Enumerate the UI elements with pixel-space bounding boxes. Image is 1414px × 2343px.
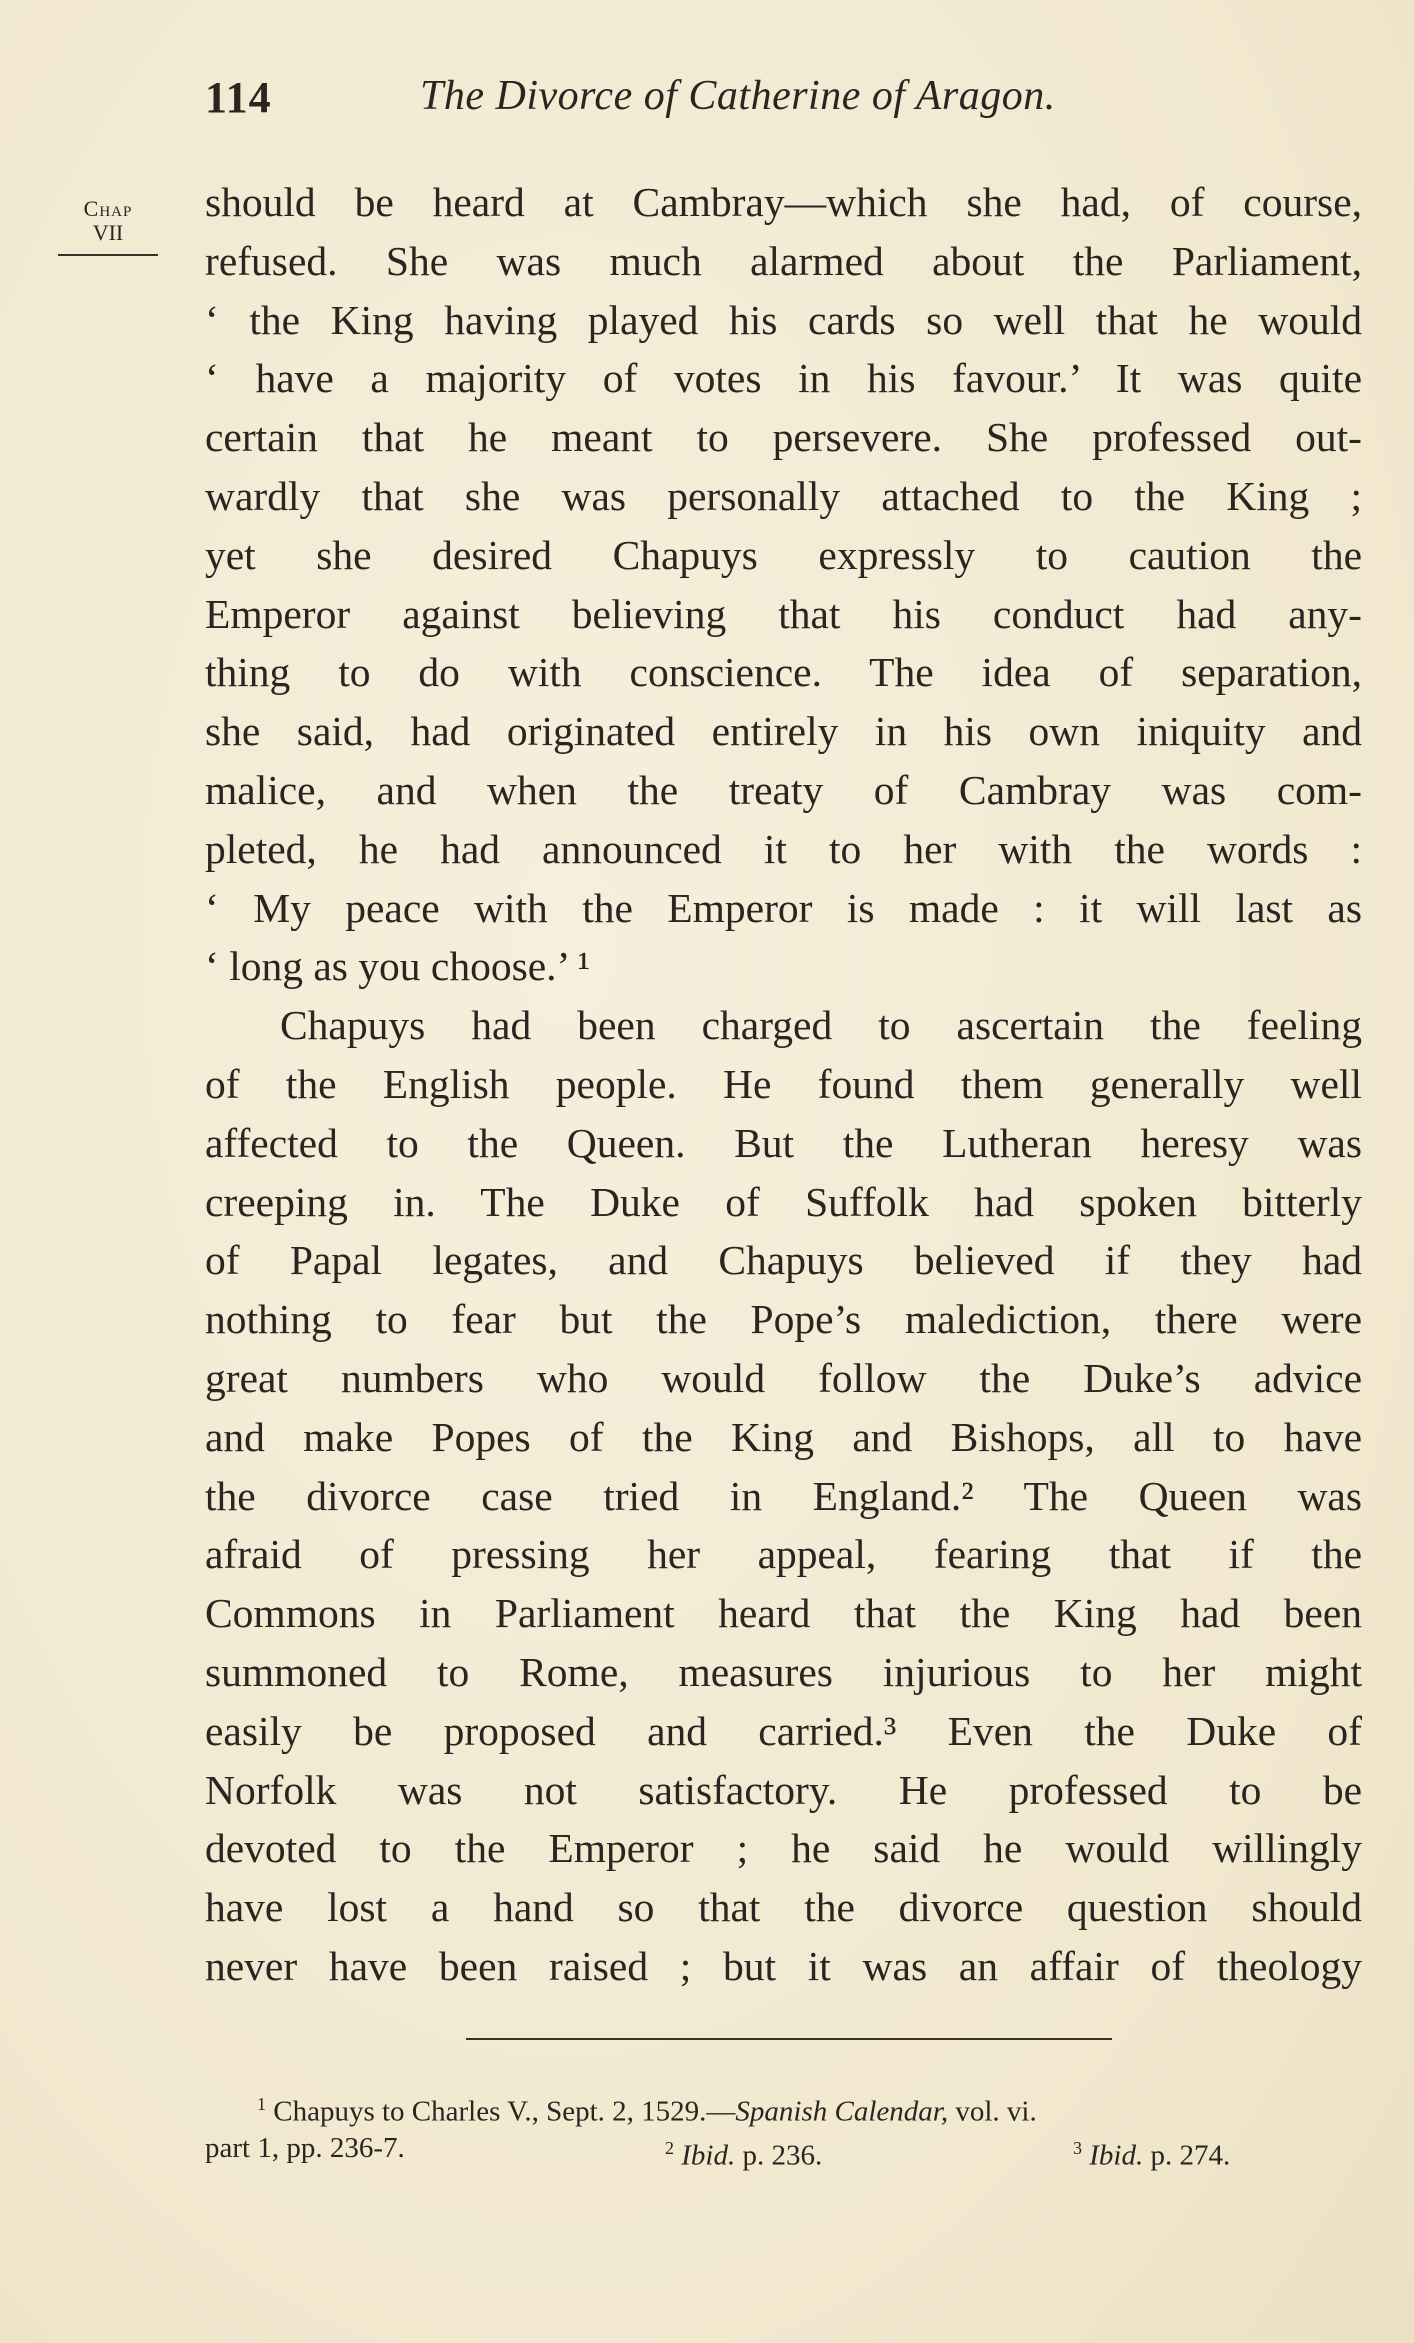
- text-line: of the English people. He found them generally well: [205, 1060, 1362, 1107]
- chapter-marker: [58, 196, 158, 256]
- footnote-line: [205, 2126, 1362, 2170]
- text-line: affected to the Queen. But the Lutheran heresy was: [205, 1119, 1362, 1166]
- footnote-source: Spanish Calendar,: [735, 2095, 949, 2128]
- text-line: Emperor against believing that his conduct had any-: [205, 590, 1362, 637]
- text-line: the divorce case tried in England.² The Queen was: [205, 1472, 1362, 1519]
- text-line: afraid of pressing her appeal, fearing that if the: [205, 1531, 1362, 1578]
- text-line: she said, had originated entirely in his own iniquity and: [205, 708, 1362, 755]
- text-line: wardly that she was personally attached to the King ;: [205, 472, 1362, 519]
- text-line: never have been raised ; but it was an affair of theology: [205, 1942, 1362, 1989]
- text-line: have lost a hand so that the divorce question should: [205, 1884, 1362, 1931]
- text-line: refused. She was much alarmed about the Parliament,: [205, 237, 1362, 284]
- text-line: ‘ the King having played his cards so well that he would: [205, 296, 1362, 343]
- text-line: creeping in. The Duke of Suffolk had spoken bitterly: [205, 1178, 1362, 1225]
- footnote-page: p. 274.: [1143, 2139, 1231, 2172]
- footnote-1-continued: part 1, pp. 236-7.: [205, 2132, 405, 2164]
- text-line: nothing to fear but the Pope’s malediction, there were: [205, 1296, 1362, 1343]
- text-line: of Papal legates, and Chapuys believed if they had: [205, 1237, 1362, 1284]
- footnote-ibid: Ibid.: [681, 2139, 736, 2172]
- text-line: Commons in Parliament heard that the King had been: [205, 1590, 1362, 1637]
- page-number: 114: [205, 73, 272, 122]
- running-title: The Divorce of Catherine of Aragon.: [420, 73, 1056, 119]
- chapter-label: Chap: [83, 196, 133, 221]
- footnote-ibid: Ibid.: [1089, 2139, 1144, 2172]
- text-line: ‘ My peace with the Emperor is made : it will last as: [205, 884, 1362, 931]
- text-line: summoned to Rome, measures injurious to her might: [205, 1648, 1362, 1695]
- text-line: great numbers who would follow the Duke’s advice: [205, 1354, 1362, 1401]
- text-line: and make Popes of the King and Bishops, all to have: [205, 1413, 1362, 1460]
- chapter-number: VII: [92, 220, 124, 245]
- footnote-rule: [466, 2038, 1112, 2040]
- footnote-marker: 1: [257, 2094, 266, 2114]
- text-line: pleted, he had announced it to her with the words :: [205, 825, 1362, 872]
- text-line: Chapuys had been charged to ascertain the feeling: [280, 1002, 1362, 1049]
- text-line: ‘ long as you choose.’ ¹: [205, 943, 591, 990]
- text-line: yet she desired Chapuys expressly to caution the: [205, 531, 1362, 578]
- body-text: [205, 173, 1362, 1996]
- footnote-marker: 2: [665, 2138, 674, 2158]
- text-line: Norfolk was not satisfactory. He professed to be: [205, 1766, 1362, 1813]
- running-head: [205, 72, 1205, 132]
- footnote-text: Chapuys to Charles V., Sept. 2, 1529.—: [273, 2095, 736, 2128]
- text-line: certain that he meant to persevere. She professed out-: [205, 414, 1362, 461]
- footnote-marker: 3: [1073, 2138, 1082, 2158]
- text-line: devoted to the Emperor ; he said he would willingly: [205, 1825, 1362, 1872]
- text-line: easily be proposed and carried.³ Even the Duke of: [205, 1707, 1362, 1754]
- text-line: thing to do with conscience. The idea of separation,: [205, 649, 1362, 696]
- footnote-3: [1073, 2126, 1230, 2178]
- text-line: should be heard at Cambray—which she had, of course,: [205, 179, 1362, 225]
- footnote-volume: vol. vi.: [948, 2095, 1037, 2128]
- footnote-page: p. 236.: [735, 2139, 823, 2172]
- text-line: malice, and when the treaty of Cambray was com-: [205, 766, 1362, 813]
- chapter-rule: [58, 254, 158, 256]
- footnote-line: [205, 2082, 1362, 2126]
- text-line: ‘ have a majority of votes in his favour.’ It was quite: [205, 355, 1362, 402]
- footnote-2: [665, 2126, 822, 2178]
- footnotes: [205, 2082, 1362, 2170]
